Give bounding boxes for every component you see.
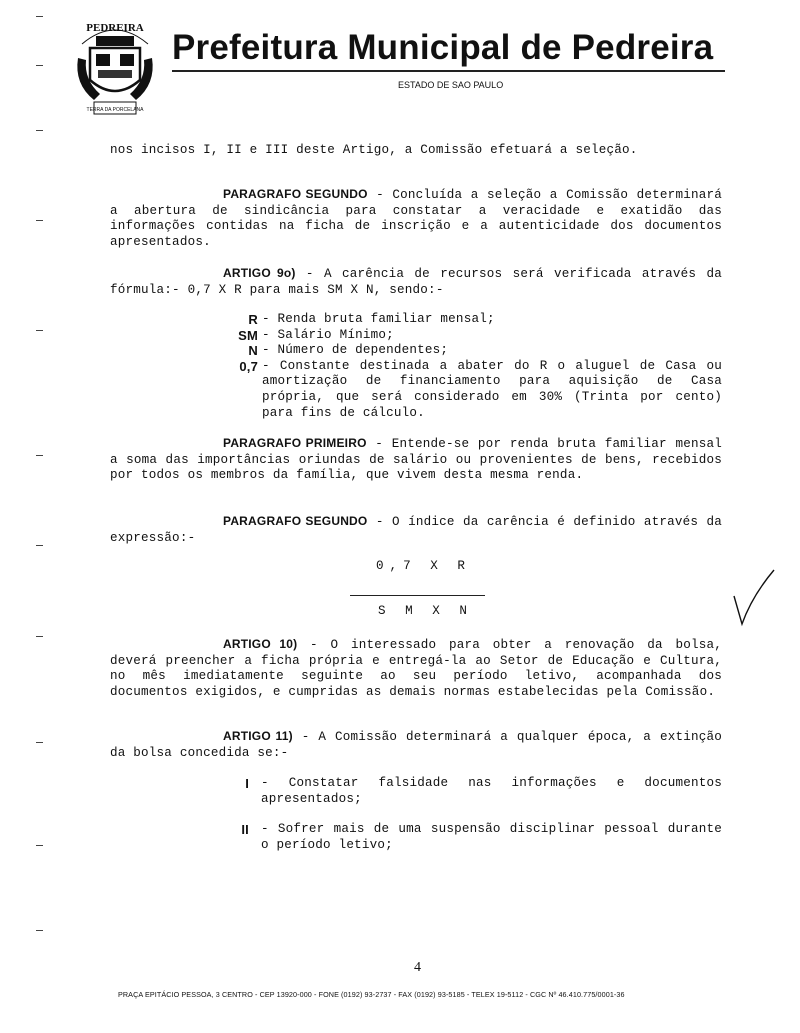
- margin-mark: [36, 845, 43, 846]
- definition-text: - Número de dependentes;: [262, 343, 449, 358]
- item-numeral: II: [241, 822, 249, 838]
- margin-mark: [36, 16, 43, 17]
- definition-text: - Renda bruta familiar mensal;: [262, 312, 495, 326]
- paragraph-text: - Entende-se por renda bruta familiar mensal a soma das importâncias oriundas de salário ou provenientes de bens, recebidos por todos os membros da família, que vivem desta mesma renda.: [110, 437, 723, 483]
- definition-key: N: [248, 343, 258, 359]
- page-title: Prefeitura Municipal de Pedreira: [172, 28, 714, 67]
- definition-key: R: [248, 312, 258, 327]
- margin-mark: [36, 930, 43, 931]
- paragraph-text: - A carência de recursos será verificada através da fórmula:- 0,7 X R para mais SM X N, sendo:-: [110, 267, 722, 297]
- paragraph-segundo-1: [110, 187, 722, 250]
- paragraph-text: - O interessado para obter a renovação da bolsa, deverá preencher a ficha própria e entregá-la ao Setor de Educação e Cultura, no mês imediatamente seguinte ao seu período letivo, acompanhada dos documentos exigidos, e cumpridas as demais normas estabelecidas pela Comissão.: [110, 638, 722, 699]
- crest-name: PEDREIRA: [86, 22, 144, 34]
- list-item: [215, 822, 722, 853]
- formula-fraction-line: [350, 595, 485, 596]
- formula-denominator: S M X N: [378, 604, 473, 618]
- list-item: [200, 328, 722, 344]
- handwritten-check-mark: [728, 566, 778, 628]
- list-item: [200, 312, 722, 328]
- list-item: [200, 343, 722, 359]
- list-item: [200, 359, 722, 421]
- item-numeral: I: [245, 776, 249, 791]
- paragrafo-segundo-2: [110, 514, 722, 546]
- item-text: - Constatar falsidade nas informações e documentos apresentados;: [261, 776, 722, 806]
- definition-list: [200, 312, 722, 421]
- article-heading: ARTIGO 11): [223, 729, 293, 743]
- state-subtitle: ESTADO DE SAO PAULO: [398, 80, 504, 90]
- artigo-9: [110, 266, 722, 298]
- definition-text: - Constante destinada a abater do R o aluguel de Casa ou amortização de financiamento para aquisição de Casa própria, que será considerado em 30% (Trinta por cento) para fins de cálculo.: [262, 358, 722, 420]
- article-heading: ARTIGO 9o): [223, 266, 296, 280]
- paragraph-text: nos incisos I, II e III deste Artigo, a Comissão efetuará a seleção.: [110, 143, 638, 157]
- list-item: [215, 776, 722, 807]
- crest-motto: TERRA DA PORCELANA: [86, 107, 144, 113]
- paragraph-text: - A Comissão determinará a qualquer época, a extinção da bolsa concedida se:-: [110, 730, 722, 760]
- artigo-11: [110, 729, 722, 761]
- definition-key: 0,7: [239, 358, 258, 374]
- paragraph-continuation: [110, 143, 722, 159]
- margin-mark: [36, 636, 43, 637]
- article-heading: ARTIGO 10): [223, 637, 298, 651]
- paragraph-heading: PARAGRAFO SEGUNDO: [223, 187, 368, 201]
- margin-mark: [36, 130, 43, 131]
- header-rule: [172, 70, 725, 72]
- paragraph-heading: PARAGRAFO PRIMEIRO: [223, 436, 367, 450]
- paragrafo-primeiro: [110, 436, 722, 484]
- margin-mark: [36, 330, 43, 331]
- paragraph-heading: PARAGRAFO SEGUNDO: [223, 514, 368, 528]
- incisos-list: [215, 776, 722, 853]
- margin-mark: [36, 220, 43, 221]
- definition-text: - Salário Mínimo;: [262, 327, 394, 342]
- paragraph-text: - Concluída a seleção a Comissão determinará a abertura de sindicância para constatar a veracidade e exatidão das informações contidas na ficha de inscrição e a autenticidade dos documentos apresentados.: [110, 188, 722, 249]
- definition-key: SM: [238, 327, 258, 343]
- page-number: 4: [414, 960, 421, 975]
- footer-address: PRAÇA EPITÁCIO PESSOA, 3 CENTRO - CEP 13920-000 - FONE (0192) 93-2737 - FAX (0192) 93-5185 - TELEX 19-5112 - CGC Nº 46.410.775/0001-36: [118, 990, 625, 999]
- margin-mark: [36, 742, 43, 743]
- item-text: - Sofrer mais de uma suspensão disciplinar pessoal durante o período letivo;: [261, 822, 722, 852]
- margin-mark: [36, 545, 43, 546]
- margin-mark: [36, 455, 43, 456]
- formula-numerator: 0,7 X R: [376, 559, 471, 573]
- paragraph-text: - O índice da carência é definido através da expressão:-: [110, 515, 722, 545]
- municipal-crest: [72, 14, 158, 118]
- artigo-10: [110, 637, 722, 700]
- margin-mark: [36, 65, 43, 66]
